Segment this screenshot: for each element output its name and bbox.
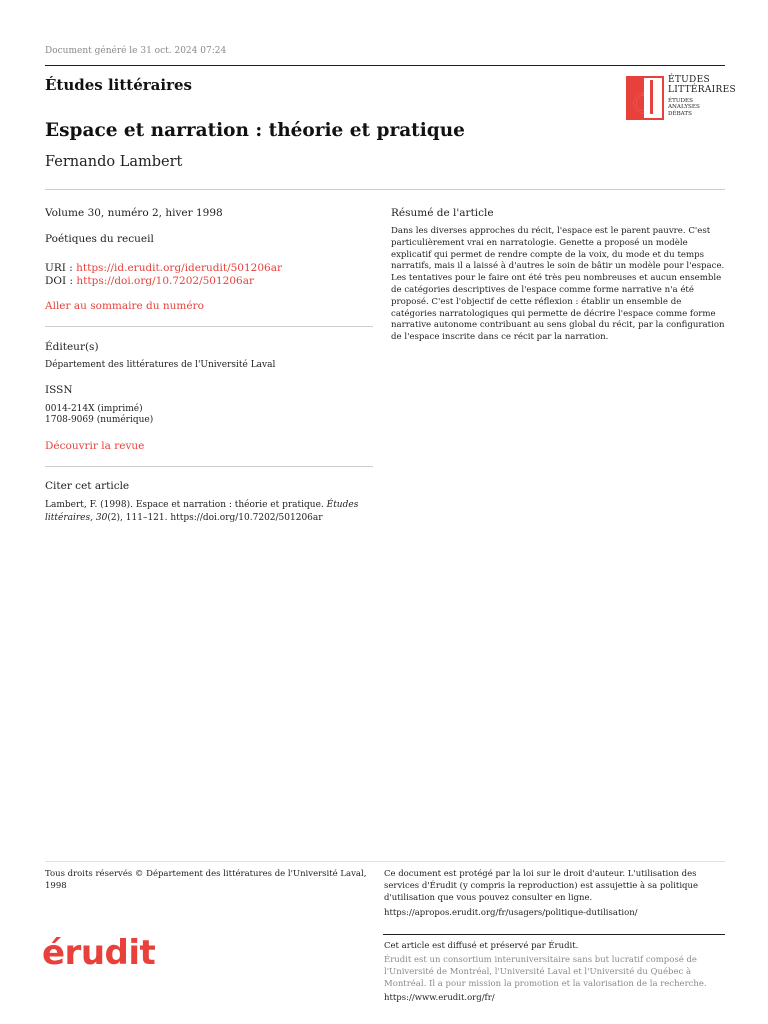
logo-wordmark xyxy=(668,76,736,95)
generated-date: Document généré le 31 oct. 2024 07:24 xyxy=(45,46,227,56)
citation-volume: 30 xyxy=(95,512,108,523)
issn-digital: 1708-9069 (numérique) xyxy=(45,415,154,425)
issue-volume: Volume 30, numéro 2, hiver 1998 xyxy=(45,207,223,219)
citation-part-1: Lambert, F. (1998). Espace et narration : théorie et pratique. xyxy=(45,500,327,510)
logo-line-1: ÉTUDES xyxy=(668,75,710,85)
section-divider xyxy=(45,326,373,327)
doi-label: DOI : xyxy=(45,275,77,287)
erudit-logo: érudit xyxy=(42,933,156,973)
abstract-heading: Résumé de l'article xyxy=(391,207,494,219)
section-divider xyxy=(45,466,373,467)
policy-link[interactable]: https://apropos.erudit.org/fr/usagers/politique-dutilisation/ xyxy=(384,908,638,918)
uri-label: URI : xyxy=(45,262,77,274)
footer-divider xyxy=(45,861,725,862)
citation-part-2: (2), 111–121. https://doi.org/10.7202/501206ar xyxy=(107,512,323,523)
logo-small-2: ANALYSES xyxy=(668,104,700,111)
citation-text xyxy=(45,499,375,524)
discover-link[interactable]: Découvrir la revue xyxy=(45,440,145,452)
consortium-text: Érudit est un consortium interuniversitaire sans but lucratif composé de l'Université de Montréal, l'Université Laval et l'Université du Québec à Montréal. Il a pour mission la promotion et la valorisation de la recherche. xyxy=(384,955,707,989)
footer-divider-2 xyxy=(383,934,725,935)
header-divider xyxy=(45,189,725,190)
doi-line xyxy=(45,275,254,288)
abstract-text: Dans les diverses approches du récit, l'espace est le parent pauvre. C'est particulièrement vrai en narratologie. Genette a proposé un modèle explicatif qui permet de rendre compte de la voix, du mode et du temps narratifs, mais il a laissé à d'autres le soin de bâtir un modèle pour l'espace. Les tentatives pour le faire ont été très peu nombreuses et aucun ensemble de catégories descriptives de l'espace comme forme narrative n'a été proposé. C'est l'objectif de cette réflexion : établir un ensemble de catégories narratologiques qui permette de décrire l'espace comme forme narrative autonome contribuant au sens global du récit, par la configuration de l'espace inscrite dans ce récit par la narration. xyxy=(391,226,725,343)
citation-journal: Études littéraires, xyxy=(45,500,359,523)
top-divider xyxy=(45,65,725,66)
logo-line-2: LITTÉRAIRES xyxy=(668,84,736,95)
issn-print: 0014-214X (imprimé) xyxy=(45,404,143,414)
publisher-name: Département des littératures de l'Université Laval xyxy=(45,360,276,370)
journal-name: Études littéraires xyxy=(45,76,192,94)
cite-heading: Citer cet article xyxy=(45,480,130,492)
doi-link[interactable]: https://doi.org/10.7202/501206ar xyxy=(76,275,254,287)
erudit-site-link[interactable]: https://www.erudit.org/fr/ xyxy=(384,993,495,1003)
copyright-notice: Ce document est protégé par la loi sur le droit d'auteur. L'utilisation des services d'Érudit (y compris la reproduction) est assujettie à sa politique d'utilisation que vous pouvez consulter en ligne. xyxy=(384,869,698,903)
summary-link[interactable]: Aller au sommaire du numéro xyxy=(45,300,204,312)
rights-notice: Tous droits réservés © Département des littératures de l'Université Laval, 1998 xyxy=(45,869,367,891)
issn-heading: ISSN xyxy=(45,384,73,396)
diffusion-notice: Cet article est diffusé et préservé par Érudit. xyxy=(384,941,579,951)
publisher-heading: Éditeur(s) xyxy=(45,341,99,353)
logo-subtitle xyxy=(668,98,700,117)
issue-theme: Poétiques du recueil xyxy=(45,233,154,245)
journal-logo-icon xyxy=(626,76,664,120)
logo-small-3: DÉBATS xyxy=(668,110,692,117)
article-title: Espace et narration : théorie et pratique xyxy=(45,120,465,141)
logo-small-1: ÉTUDES xyxy=(668,98,693,104)
uri-line xyxy=(45,262,282,275)
article-author: Fernando Lambert xyxy=(45,154,183,170)
uri-link[interactable]: https://id.erudit.org/iderudit/501206ar xyxy=(76,262,282,274)
